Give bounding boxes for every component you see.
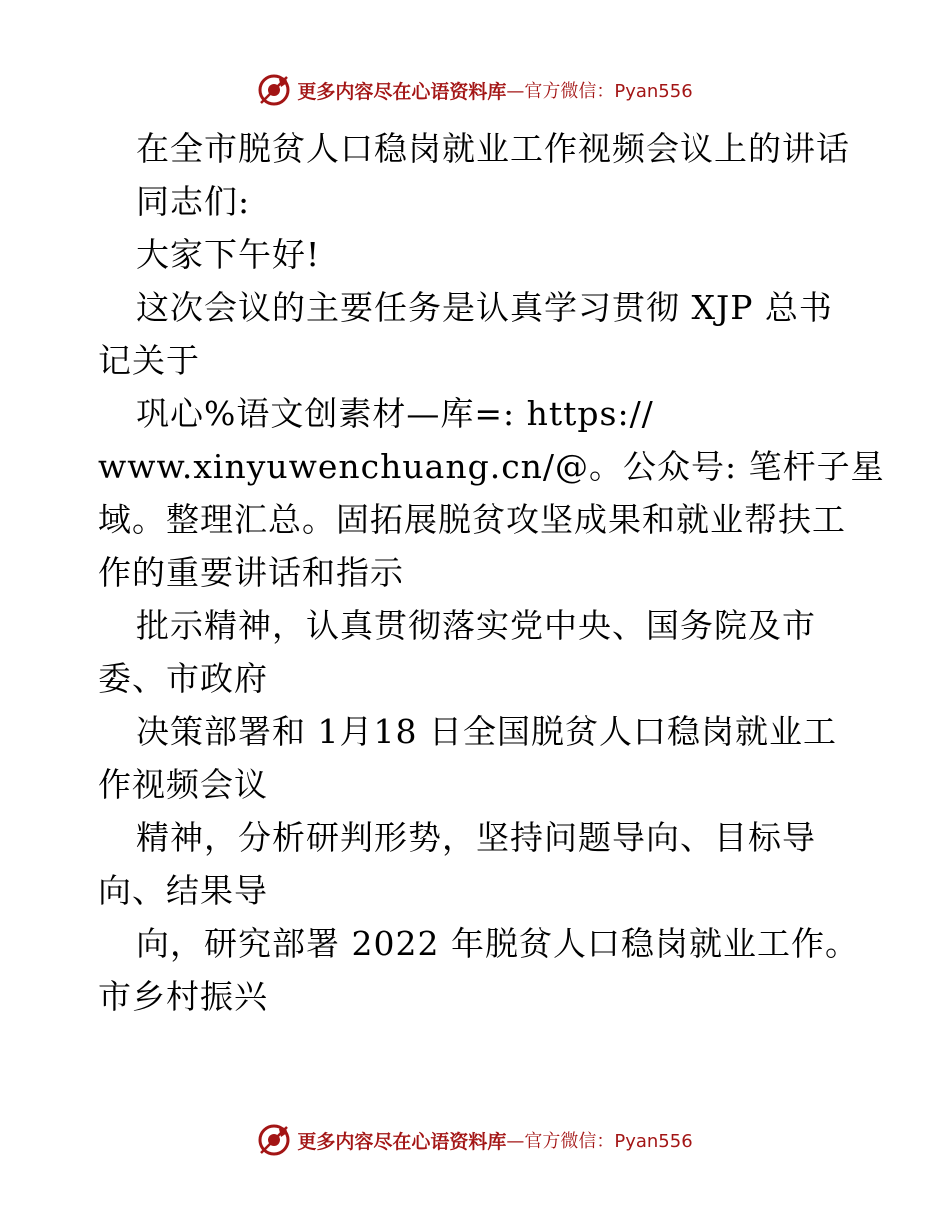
doc-line: 同志们: <box>136 182 251 221</box>
doc-line: 向，研究部署 2022 年脱贫人口稳岗就业工作。 <box>136 924 859 963</box>
doc-line: 市乡村振兴 <box>98 977 268 1016</box>
document-body <box>98 122 885 1023</box>
doc-line: 这次会议的主要任务是认真学习贯彻 XJP 总书 <box>136 288 833 327</box>
doc-line: 记关于 <box>98 341 200 380</box>
doc-title: 在全市脱贫人口稳岗就业工作视频会议上的讲话 <box>136 129 850 168</box>
quill-logo-icon <box>257 1123 291 1157</box>
doc-line: 委、市政府 <box>98 659 268 698</box>
doc-line: 决策部署和 1月18 日全国脱贫人口稳岗就业工 <box>136 712 837 751</box>
footer-wechat-text: —官方微信：Pyan556 <box>506 1131 693 1152</box>
doc-line: 巩心%语文创素材—库=: https:// <box>136 394 654 433</box>
footer-brand-text: 更多内容尽在心语资料库 <box>297 1130 507 1153</box>
quill-logo-icon <box>257 73 291 107</box>
header-banner <box>0 70 950 110</box>
doc-line: 向、结果导 <box>98 871 268 910</box>
doc-line: www.xinyuwenchuang.cn/@。公众号: 笔杆子星 <box>98 447 885 486</box>
doc-line: 精神，分析研判形势，坚持问题导向、目标导 <box>136 818 816 857</box>
header-wechat-text: —官方微信：Pyan556 <box>506 81 693 102</box>
header-brand-text: 更多内容尽在心语资料库 <box>297 80 507 103</box>
doc-line: 作的重要讲话和指示 <box>98 553 404 592</box>
footer-banner <box>0 1120 950 1160</box>
doc-line: 大家下午好! <box>136 235 321 274</box>
doc-line: 作视频会议 <box>98 765 268 804</box>
doc-line: 批示精神，认真贯彻落实党中央、国务院及市 <box>136 606 816 645</box>
doc-line: 域。整理汇总。固拓展脱贫攻坚成果和就业帮扶工 <box>98 500 846 539</box>
